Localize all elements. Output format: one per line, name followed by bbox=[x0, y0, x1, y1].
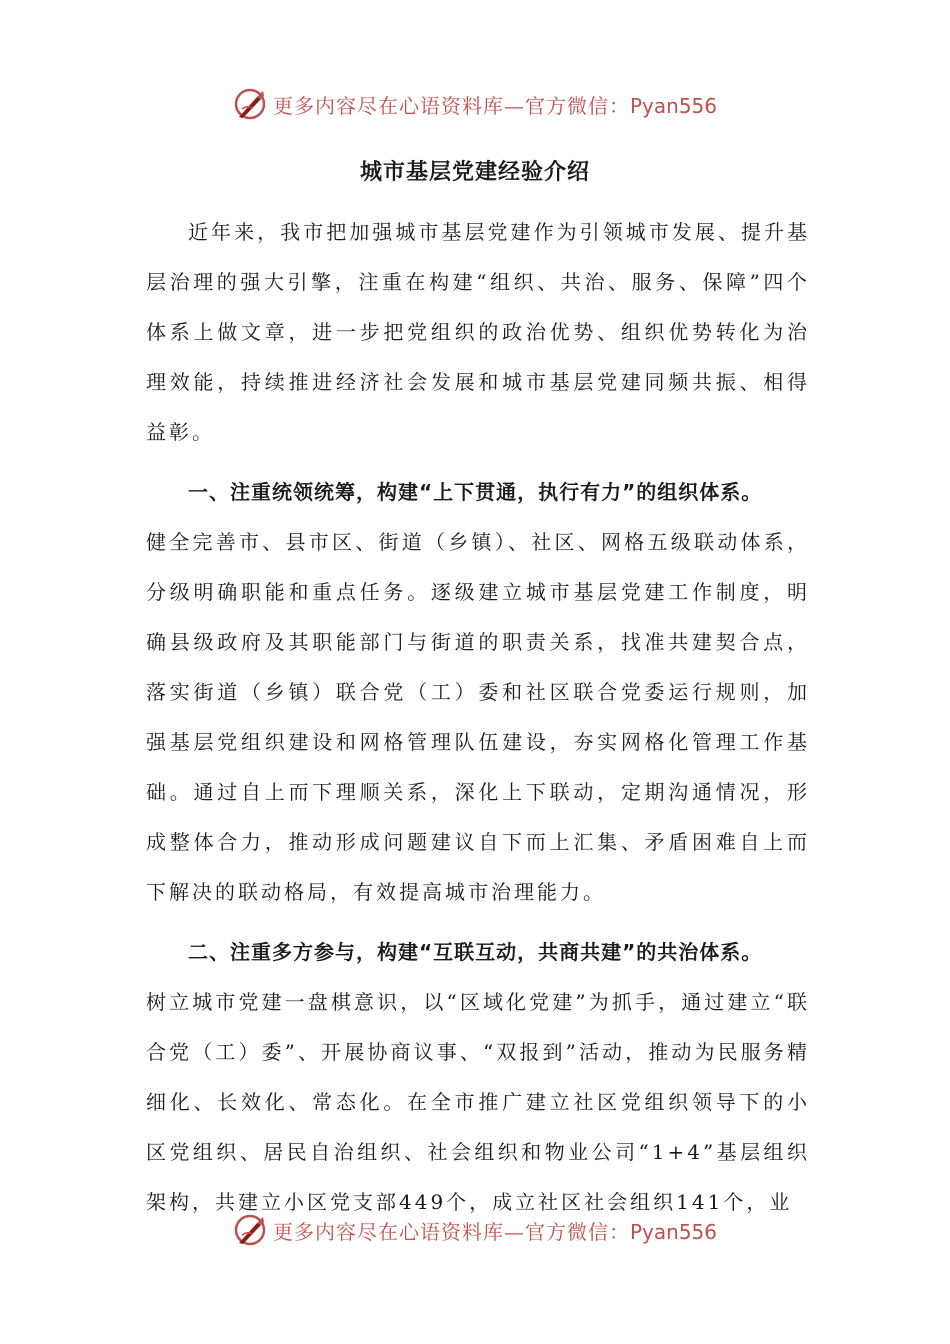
pen-logo-icon bbox=[233, 87, 267, 121]
document-body bbox=[146, 207, 810, 1227]
section-heading-1: 一、注重统领统筹，构建“上下贯通，执行有力”的组织体系。 bbox=[188, 480, 763, 504]
intro-paragraph: 近年来，我市把加强城市基层党建作为引领城市发展、提升基层治理的强大引擎，注重在构建“组织、共治、服务、保障”四个体系上做文章，进一步把党组织的政治优势、组织优势转化为治理效能，持续推进经济社会发展和城市基层党建同频共振、相得益彰。 bbox=[146, 220, 810, 444]
section-heading-2: 二、注重多方参与，构建“互联互动，共商共建”的共治体系。 bbox=[188, 940, 763, 964]
pen-logo-icon bbox=[233, 1213, 267, 1247]
watermark-text: 更多内容尽在心语资料库—官方微信：Pyan556 bbox=[272, 1219, 717, 1244]
section-body-2: 树立城市党建一盘棋意识，以“区域化党建”为抓手，通过建立“联合党（工）委”、开展协商议事、“双报到”活动，推动为民服务精细化、长效化、常态化。在全市推广建立社区党组织领导下的小区党组织、居民自治组织、社会组织和物业公司“1+4”基层组织架构，共建立小区党支部449个，成立社区社会组织141个，业 bbox=[146, 990, 810, 1214]
document-title: 城市基层党建经验介绍 bbox=[359, 160, 590, 185]
watermark-footer bbox=[0, 1210, 950, 1250]
watermark-text: 更多内容尽在心语资料库—官方微信：Pyan556 bbox=[272, 93, 717, 118]
section-body-1: 健全完善市、县市区、街道（乡镇）、社区、网格五级联动体系，分级明确职能和重点任务。逐级建立城市基层党建工作制度，明确县级政府及其职能部门与街道的职责关系，找准共建契合点，落实街道（乡镇）联合党（工）委和社区联合党委运行规则，加强基层党组织建设和网格管理队伍建设，夯实网格化管理工作基础。通过自上而下理顺关系，深化上下联动，定期沟通情况，形成整体合力，推动形成问题建议自下而上汇集、矛盾困难自上而下解决的联动格局，有效提高城市治理能力。 bbox=[146, 530, 810, 904]
watermark-header bbox=[0, 84, 950, 124]
